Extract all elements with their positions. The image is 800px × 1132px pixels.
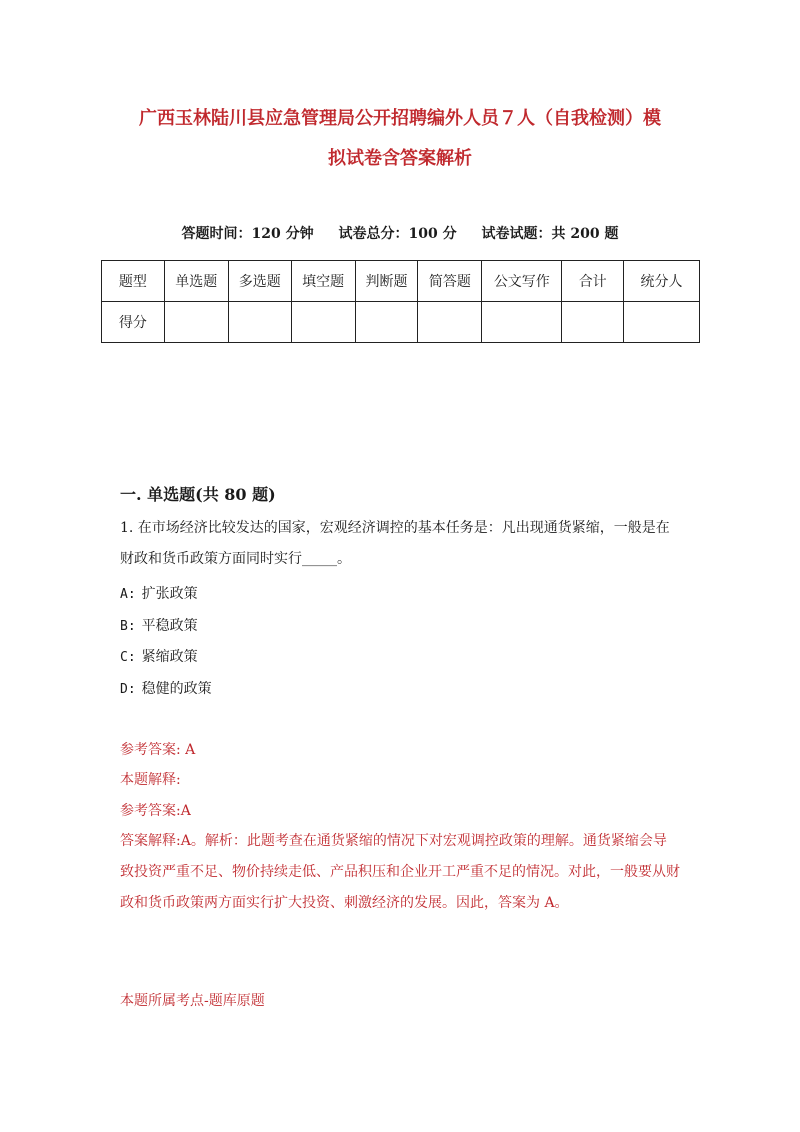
header-cell-short-answer: 简答题 xyxy=(418,261,482,302)
exam-title-line-1: 广西玉林陆川县应急管理局公开招聘编外人员７人（自我检测）模 xyxy=(139,108,661,129)
exam-total-score: 试卷总分：100 分 xyxy=(338,226,457,242)
option-b xyxy=(120,615,198,635)
exam-time: 答题时间：120 分钟 xyxy=(181,226,314,242)
header-cell-fill-blank: 填空题 xyxy=(291,261,355,302)
option-d xyxy=(120,678,212,698)
score-cell xyxy=(418,302,482,343)
score-row-label: 得分 xyxy=(102,302,165,343)
reference-answer-2: 参考答案:A xyxy=(120,803,191,819)
option-d-text: 稳健的政策 xyxy=(141,681,212,697)
score-cell xyxy=(228,302,291,343)
header-cell-total: 合计 xyxy=(562,261,624,302)
header-cell-multi-choice: 多选题 xyxy=(228,261,291,302)
score-table-header-row xyxy=(102,261,700,302)
question-source: 本题所属考点-题库原题 xyxy=(120,993,265,1009)
score-table-score-row xyxy=(102,302,700,343)
exam-title-line-2: 拟试卷含答案解析 xyxy=(328,148,472,169)
option-a-key: A: xyxy=(120,587,136,602)
explanation-label: 本题解释: xyxy=(120,772,181,788)
header-cell-document-writing: 公文写作 xyxy=(482,261,562,302)
score-cell xyxy=(355,302,418,343)
option-c xyxy=(120,646,198,666)
answer-explanation: 答案解释:A。解析：此题考查在通货紧缩的情况下对宏观调控政策的理解。通货紧缩会导致投资严重不足、物价持续走低、产品积压和企业开工严重不足的情况。对此，一般要从财政和货币政策两方面实行扩大投资、刺激经济的发展。因此，答案为 A。 xyxy=(120,833,680,911)
score-cell xyxy=(291,302,355,343)
option-a xyxy=(120,583,198,603)
option-b-text: 平稳政策 xyxy=(141,618,198,634)
header-cell-type: 题型 xyxy=(102,261,165,302)
reference-answer-1: 参考答案: A xyxy=(120,742,196,758)
section-heading: 一. 单选题(共 80 题) xyxy=(120,485,276,504)
score-cell xyxy=(624,302,700,343)
option-b-key: B: xyxy=(120,619,136,634)
header-cell-scorer: 统分人 xyxy=(624,261,700,302)
option-a-text: 扩张政策 xyxy=(141,586,198,602)
exam-meta xyxy=(100,223,700,243)
exam-question-count: 试卷试题：共 200 题 xyxy=(481,226,619,242)
header-cell-true-false: 判断题 xyxy=(355,261,418,302)
score-table xyxy=(101,260,700,343)
header-cell-single-choice: 单选题 xyxy=(164,261,228,302)
option-c-key: C: xyxy=(120,650,136,665)
score-cell xyxy=(164,302,228,343)
score-cell xyxy=(562,302,624,343)
option-c-text: 紧缩政策 xyxy=(141,649,198,665)
score-cell xyxy=(482,302,562,343)
option-d-key: D: xyxy=(120,682,136,697)
question-text: 1. 在市场经济比较发达的国家，宏观经济调控的基本任务是：凡出现通货紧缩，一般是在财政和货币政策方面同时实行_____。 xyxy=(120,520,670,567)
